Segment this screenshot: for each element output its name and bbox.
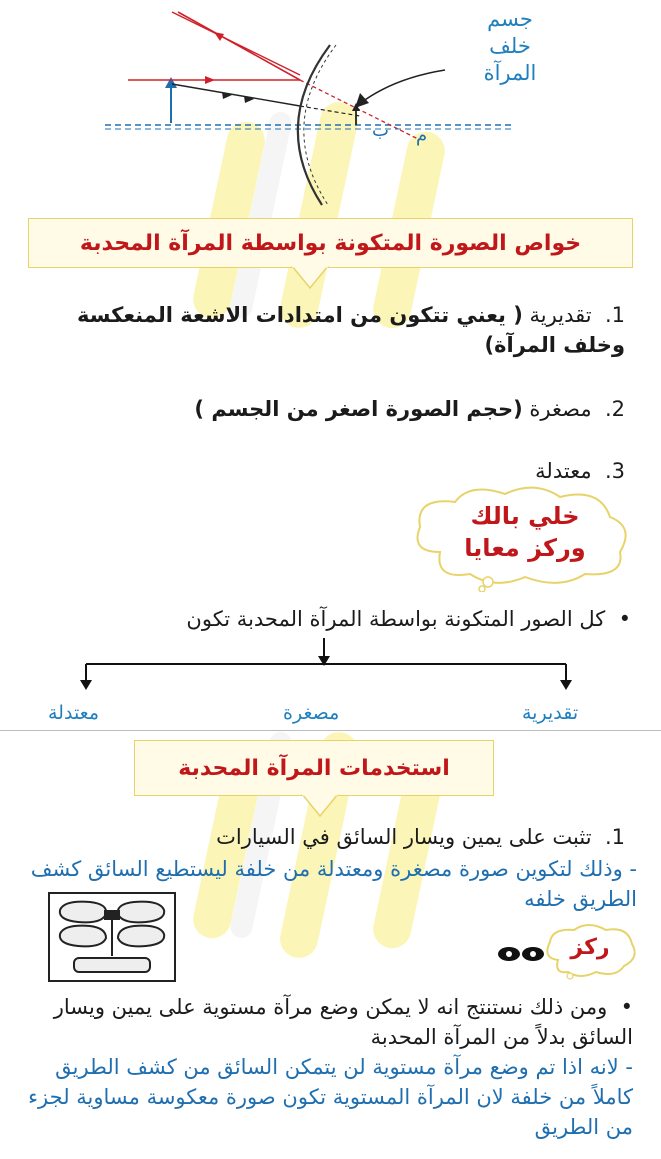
header-tail-icon bbox=[290, 266, 330, 290]
branch-diminished: مصغرة bbox=[283, 702, 340, 724]
property-item-2: 2. مصغرة (حجم الصورة اصغر من الجسم ) bbox=[194, 397, 625, 421]
object-behind-mirror-label: جسم خلف المرآة bbox=[483, 7, 537, 85]
section-title-properties: خواص الصورة المتكونة بواسطة المرآة المحدبة bbox=[28, 218, 633, 268]
branch-tree bbox=[0, 636, 661, 696]
branch-upright: معتدلة bbox=[48, 702, 100, 724]
eyes-icon bbox=[496, 944, 546, 964]
focus-cloud-text: ركز bbox=[570, 935, 610, 960]
convex-mirror-ray-diagram bbox=[0, 0, 661, 215]
bullet-all-images: • كل الصور المتكونة بواسطة المرآة المحدبة تكون bbox=[186, 607, 631, 631]
use-item-1: 1. تثبت على يمين ويسار السائق في السيارات bbox=[216, 825, 625, 849]
property-item-1: 1. تقديرية ( يعني تتكون من امتدادات الاشعة المنعكسة وخلف المرآة) bbox=[77, 303, 625, 357]
conclusion-explanation: - لانه اذا تم وضع مرآة مستوية لن يتمكن السائق من كشف الطريق كاملاً من خلفة لان المرآة المستوية تكون صورة معكوسة مساوية لجزء من الطريق bbox=[28, 1055, 633, 1139]
header-tail-icon bbox=[300, 794, 340, 818]
cloud-note-text: خلي بالك وركز معايا bbox=[464, 502, 586, 562]
point-m-label: م bbox=[416, 125, 428, 146]
branch-virtual: تقديرية bbox=[522, 702, 579, 724]
divider bbox=[0, 730, 661, 731]
car-mirrors-image bbox=[48, 892, 176, 982]
property-item-3: 3. معتدلة bbox=[535, 459, 625, 483]
use-item-1-explanation: - وذلك لتكوين صورة مصغرة ومعتدلة من خلفة ليستطيع السائق كشف الطريق خلفه bbox=[30, 857, 637, 911]
section-title-uses: استخدمات المرآة المحدبة bbox=[134, 740, 494, 796]
conclusion-bullet: • ومن ذلك نستنتج انه لا يمكن وضع مرآة مستوية على يمين ويسار السائق بدلاً من المرآة المحدبة bbox=[53, 995, 633, 1049]
point-b-label: ب bbox=[372, 120, 389, 141]
